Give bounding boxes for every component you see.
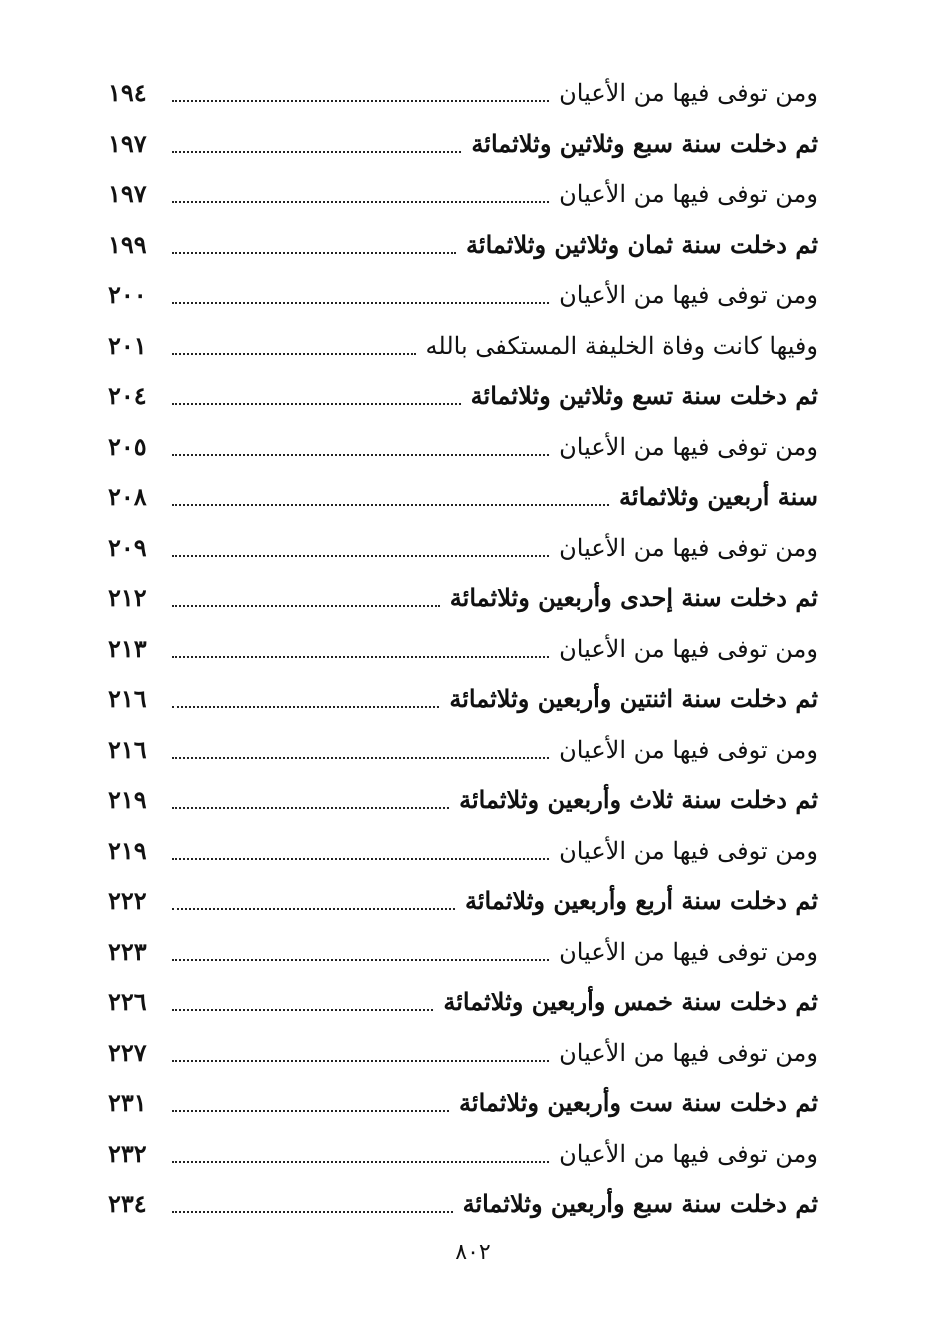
dot-leader (172, 906, 455, 910)
dot-leader (172, 199, 549, 203)
toc-entry-page: ٢١٦ (108, 684, 147, 714)
toc-entry (108, 68, 818, 119)
toc-entry-title: ثم دخلت سنة اثنتين وأربعين وثلاثمائة (449, 684, 818, 714)
dot-leader (172, 755, 549, 759)
toc-entry-page: ١٩٤ (108, 78, 147, 108)
toc-entry-page: ٢٠٥ (108, 431, 147, 461)
toc-entry (108, 624, 818, 675)
dot-leader (172, 856, 549, 860)
toc-entry-page: ٢٠٩ (108, 532, 147, 562)
toc-entry-title: ومن توفى فيها من الأعيان (559, 1038, 818, 1067)
toc-entry-page: ٢٣١ (108, 1088, 147, 1118)
toc-entry-page: ٢٠٤ (108, 381, 147, 411)
toc-entry-title: ثم دخلت سنة إحدى وأربعين وثلاثمائة (449, 583, 818, 613)
toc-entry-title: ومن توفى فيها من الأعيان (559, 836, 818, 865)
toc-entry-page: ٢٠٠ (108, 280, 147, 310)
toc-entry (108, 270, 818, 321)
toc-entry (108, 775, 818, 826)
dot-leader (172, 98, 549, 102)
toc-entry-page: ٢٣٤ (108, 1189, 147, 1219)
toc-entry-title: ومن توفى فيها من الأعيان (559, 180, 818, 209)
toc-entry (108, 573, 818, 624)
toc-entry-title: ثم دخلت سنة سبع وأربعين وثلاثمائة (462, 1189, 818, 1219)
table-of-contents (108, 68, 818, 1230)
toc-entry (108, 371, 818, 422)
toc-entry-title: ومن توفى فيها من الأعيان (559, 634, 818, 663)
toc-entry-title: ومن توفى فيها من الأعيان (559, 1139, 818, 1168)
toc-entry-page: ٢٢٧ (108, 1037, 147, 1067)
toc-entry (108, 977, 818, 1028)
toc-entry (108, 725, 818, 776)
toc-entry-page: ١٩٧ (108, 179, 147, 209)
toc-entry-page: ٢٣٢ (108, 1138, 147, 1168)
dot-leader (172, 250, 456, 254)
toc-entry-page: ٢١٢ (108, 583, 147, 613)
toc-entry-title: ثم دخلت سنة ثلاث وأربعين وثلاثمائة (459, 785, 818, 815)
toc-entry (108, 523, 818, 574)
toc-entry-title: ثم دخلت سنة ست وأربعين وثلاثمائة (459, 1088, 818, 1118)
dot-leader (172, 1159, 549, 1163)
dot-leader (172, 300, 549, 304)
toc-entry-page: ٢٠٨ (108, 482, 147, 512)
toc-entry-title: ثم دخلت سنة خمس وأربعين وثلاثمائة (443, 987, 818, 1017)
dot-leader (172, 452, 549, 456)
toc-entry-page: ٢١٩ (108, 785, 147, 815)
toc-entry-title: ثم دخلت سنة أربع وأربعين وثلاثمائة (464, 886, 818, 916)
toc-entry-page: ٢٢٢ (108, 886, 147, 916)
dot-leader (172, 553, 549, 557)
toc-entry (108, 1179, 818, 1230)
toc-entry (108, 1078, 818, 1129)
dot-leader (172, 149, 461, 153)
toc-entry-page: ٢١٦ (108, 734, 147, 764)
toc-entry-page: ١٩٩ (108, 229, 147, 259)
toc-entry-title: ثم دخلت سنة تسع وثلاثين وثلاثمائة (470, 381, 818, 411)
toc-entry-title: ومن توفى فيها من الأعيان (559, 533, 818, 562)
dot-leader (172, 1007, 433, 1011)
page-number: ٨٠٢ (455, 1240, 491, 1265)
toc-entry (108, 119, 818, 170)
toc-entry (108, 472, 818, 523)
toc-entry-title: ومن توفى فيها من الأعيان (559, 735, 818, 764)
dot-leader (172, 401, 461, 405)
toc-entry-page: ١٩٧ (108, 128, 147, 158)
toc-entry-title: ومن توفى فيها من الأعيان (559, 937, 818, 966)
toc-entry (108, 1129, 818, 1180)
toc-entry-page: ٢١٣ (108, 633, 147, 663)
toc-entry-title: وفيها كانت وفاة الخليفة المستكفى بالله (425, 331, 818, 360)
toc-entry (108, 169, 818, 220)
toc-entry-title: ومن توفى فيها من الأعيان (559, 281, 818, 310)
toc-entry-title: ثم دخلت سنة ثمان وثلاثين وثلاثمائة (466, 229, 818, 259)
dot-leader (172, 654, 549, 658)
toc-entry-page: ٢٢٦ (108, 987, 147, 1017)
toc-entry-page: ٢٠١ (108, 330, 147, 360)
dot-leader (172, 957, 549, 961)
toc-entry (108, 220, 818, 271)
toc-entry (108, 321, 818, 372)
dot-leader (172, 1108, 449, 1112)
toc-entry-title: ومن توفى فيها من الأعيان (559, 432, 818, 461)
toc-entry (108, 422, 818, 473)
toc-entry (108, 674, 818, 725)
toc-entry-page: ٢١٩ (108, 835, 147, 865)
dot-leader (172, 1058, 549, 1062)
dot-leader (172, 603, 440, 607)
toc-entry-title: ومن توفى فيها من الأعيان (559, 79, 818, 108)
toc-entry-page: ٢٢٣ (108, 936, 147, 966)
toc-entry (108, 826, 818, 877)
toc-entry (108, 927, 818, 978)
toc-entry (108, 1028, 818, 1079)
dot-leader (172, 351, 416, 355)
dot-leader (172, 1209, 453, 1213)
dot-leader (172, 704, 439, 708)
toc-entry (108, 876, 818, 927)
dot-leader (172, 805, 449, 809)
dot-leader (172, 502, 609, 506)
toc-entry-title: ثم دخلت سنة سبع وثلاثين وثلاثمائة (471, 128, 818, 158)
toc-entry-title: سنة أربعين وثلاثمائة (619, 482, 818, 512)
